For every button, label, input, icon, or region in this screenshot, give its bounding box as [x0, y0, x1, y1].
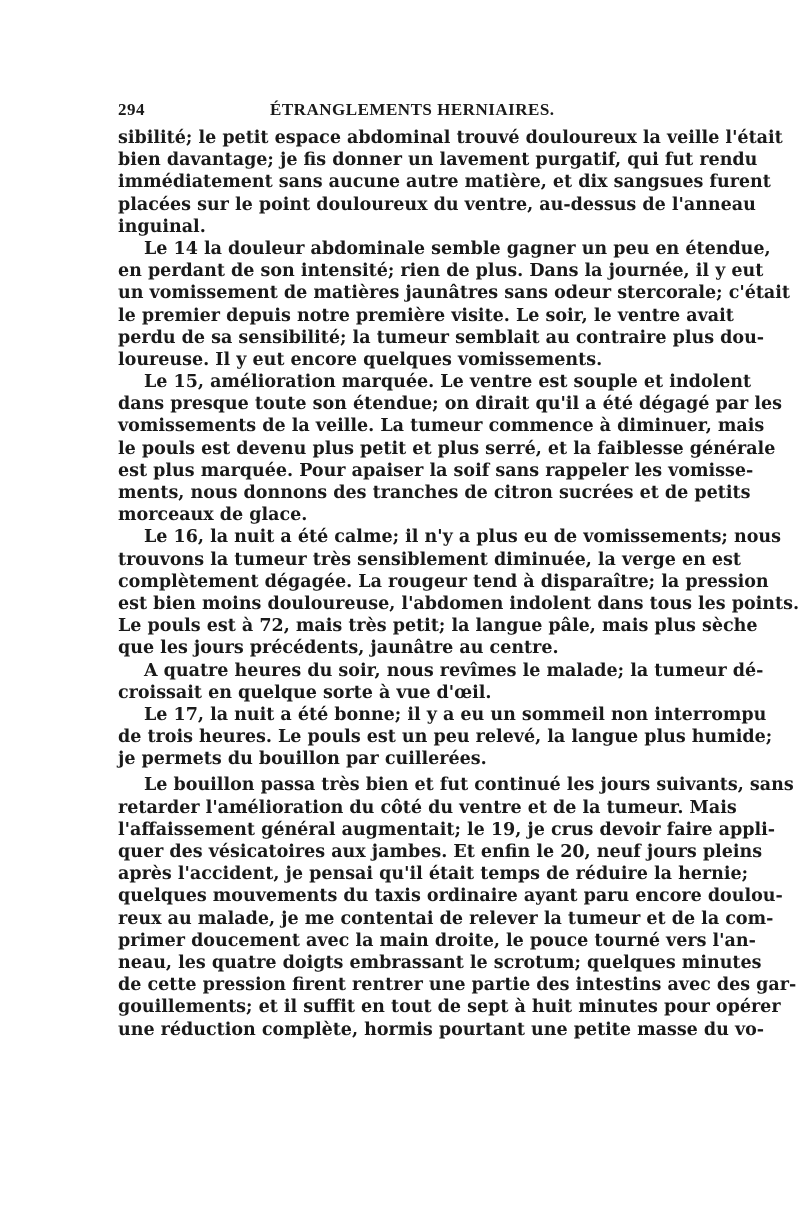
text-line: inguinal. — [118, 216, 206, 237]
body-text — [118, 127, 800, 1041]
text-line: est bien moins douloureuse, l'abdomen indolent dans tous les points. — [118, 593, 800, 614]
text-line: après l'accident, je pensai qu'il était temps de réduire la hernie; — [118, 864, 749, 885]
text-line: un vomissement de matières jaunâtres sans odeur stercorale; c'était — [118, 283, 791, 304]
text-line: morceaux de glace. — [118, 505, 308, 526]
paragraph-start-line: Le 16, la nuit a été calme; il n'y a plus eu de vomissements; nous — [144, 527, 781, 548]
text-line: de cette pression firent rentrer une partie des intestins avec des gar- — [118, 975, 797, 996]
paragraph-start-line: Le 15, amélioration marquée. Le ventre est souple et indolent — [144, 372, 752, 393]
text-line: le premier depuis notre première visite. Le soir, le ventre avait — [118, 305, 734, 326]
paragraph-start-line: Le 17, la nuit a été bonne; il y a eu un sommeil non interrompu — [144, 704, 767, 725]
text-line: de trois heures. Le pouls est un peu relevé, la langue plus humide; — [118, 727, 773, 748]
text-line: sibilité; le petit espace abdominal trouvé douloureux la veille l'était — [118, 128, 783, 148]
text-line: je permets du bouillon par cuillerées. — [118, 749, 487, 770]
text-line: le pouls est devenu plus petit et plus serré, et la faiblesse générale — [118, 438, 776, 459]
running-title: ÉTRANGLEMENTS HERNIAIRES. — [270, 100, 555, 119]
paragraph-start-line: Le bouillon passa très bien et fut continué les jours suivants, sans — [144, 775, 794, 796]
text-line: vomissements de la veille. La tumeur commence à diminuer, mais — [118, 416, 765, 437]
text-line: dans presque toute son étendue; on dirait qu'il a été dégagé par les — [118, 394, 782, 415]
page-number: 294 — [118, 100, 145, 119]
paragraph-start-line: A quatre heures du soir, nous revîmes le malade; la tumeur dé- — [144, 660, 764, 681]
text-line: primer doucement avec la main droite, le pouce tourné vers l'an- — [118, 930, 756, 951]
text-line: quelques mouvements du taxis ordinaire ayant paru encore doulou- — [118, 886, 783, 907]
text-line: retarder l'amélioration du côté du ventre et de la tumeur. Mais — [118, 797, 737, 818]
text-line: gouillements; et il suffit en tout de sept à huit minutes pour opérer — [118, 997, 781, 1018]
text-line: perdu de sa sensibilité; la tumeur semblait au contraire plus dou- — [118, 327, 765, 348]
text-line: que les jours précédents, jaunâtre au centre. — [118, 638, 559, 659]
text-line: loureuse. Il y eut encore quelques vomissements. — [118, 349, 603, 370]
text-line: Le pouls est à 72, mais très petit; la langue pâle, mais plus sèche — [118, 616, 758, 637]
text-line: ments, nous donnons des tranches de citron sucrées et de petits — [118, 483, 751, 503]
text-line: trouvons la tumeur très sensiblement diminuée, la verge en est — [118, 549, 741, 570]
text-line: une réduction complète, hormis pourtant une petite masse du vo- — [118, 1019, 765, 1040]
page-header — [118, 100, 670, 126]
text-line: bien davantage; je fis donner un lavement purgatif, qui fut rendu — [118, 150, 758, 171]
text-line: complètement dégagée. La rougeur tend à disparaître; la pression — [118, 571, 769, 592]
text-line: neau, les quatre doigts embrassant le scrotum; quelques minutes — [118, 952, 762, 973]
text-line: reux au malade, je me contentai de relever la tumeur et de la com- — [118, 908, 774, 929]
text-line: est plus marquée. Pour apaiser la soif sans rappeler les vomisse- — [118, 460, 754, 481]
text-line: en perdant de son intensité; rien de plus. Dans la journée, il y eut — [118, 261, 764, 282]
text-line: placées sur le point douloureux du ventre, au-dessus de l'anneau — [118, 194, 756, 215]
text-line: quer des vésicatoires aux jambes. Et enfin le 20, neuf jours pleins — [118, 842, 763, 862]
text-line: immédiatement sans aucune autre matière, et dix sangsues furent — [118, 172, 771, 193]
paragraph-start-line: Le 14 la douleur abdominale semble gagner un peu en étendue, — [144, 238, 771, 259]
text-line: l'affaissement général augmentait; le 19, je crus devoir faire appli- — [118, 819, 776, 840]
text-line: croissait en quelque sorte à vue d'œil. — [118, 682, 492, 703]
